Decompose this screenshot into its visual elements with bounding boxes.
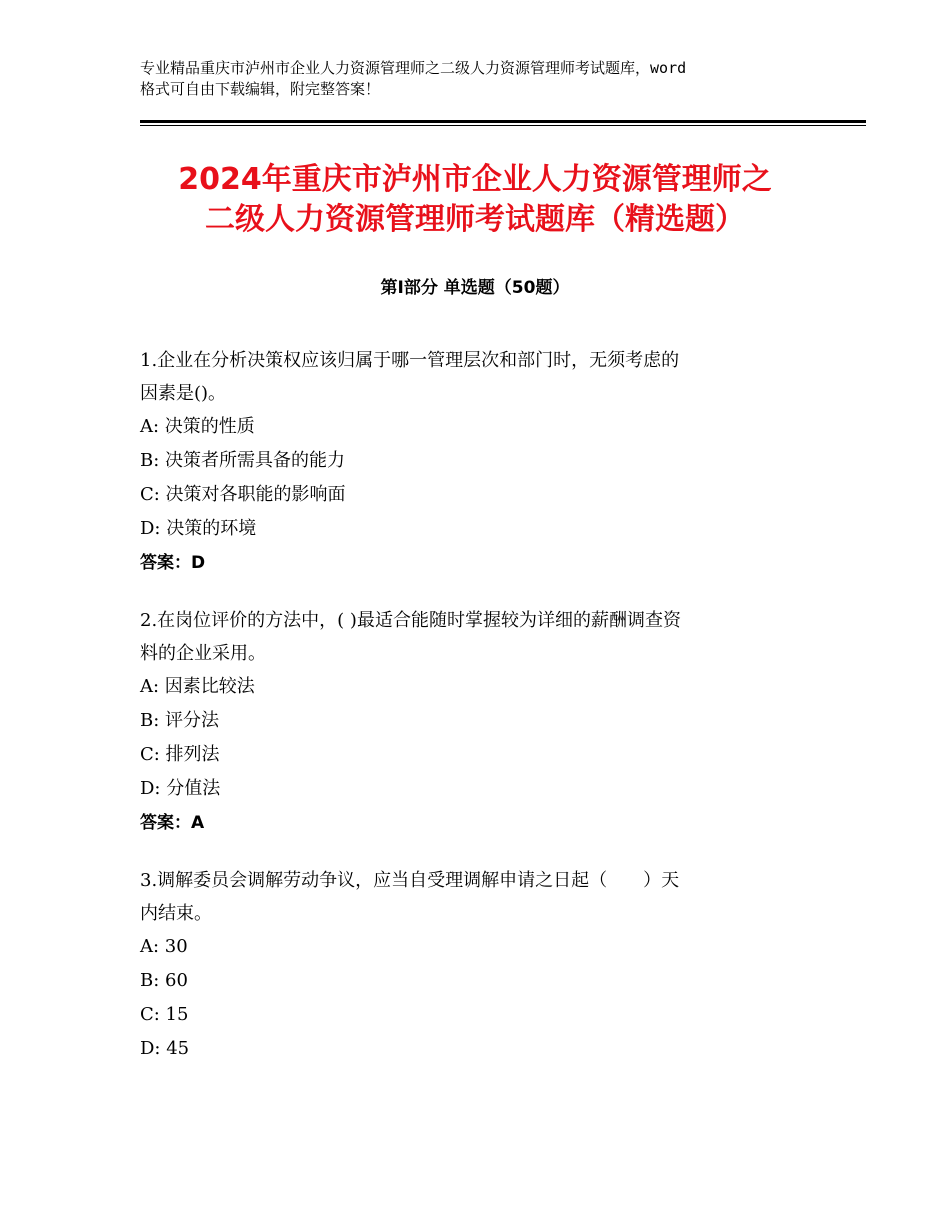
answer: 答案：D <box>140 553 206 573</box>
option-d: D: 分值法 <box>140 778 221 799</box>
document-title-line-1: 2024年重庆市泸州市企业人力资源管理师之 <box>178 162 772 197</box>
option-c: C: 15 <box>140 1004 189 1025</box>
question-2 <box>140 604 820 840</box>
question-list <box>140 344 820 1090</box>
question-stem-line: 因素是()。 <box>140 383 227 404</box>
option-a: A: 因素比较法 <box>140 676 255 697</box>
question-3 <box>140 864 820 1066</box>
option-b: B: 评分法 <box>140 710 220 731</box>
option-d: D: 45 <box>140 1038 190 1059</box>
option-b: B: 60 <box>140 970 188 991</box>
answer: 答案：A <box>140 813 205 833</box>
question-stem-line: 内结束。 <box>140 903 212 924</box>
option-d: D: 决策的环境 <box>140 518 257 539</box>
header-note-line-2: 格式可自由下载编辑，附完整答案！ <box>140 80 381 98</box>
question-stem-line: 料的企业采用。 <box>140 643 266 664</box>
header-rule-thin <box>140 125 866 126</box>
option-c: C: 决策对各职能的影响面 <box>140 484 346 505</box>
question-stem-line: 2.在岗位评价的方法中，( )最适合能随时掌握较为详细的薪酬调查资 <box>140 610 681 631</box>
question-stem-line: 1.企业在分析决策权应该归属于哪一管理层次和部门时，无须考虑的 <box>140 350 680 371</box>
question-1 <box>140 344 820 580</box>
document-title-line-2: 二级人力资源管理师考试题库（精选题） <box>205 202 745 237</box>
option-c: C: 排列法 <box>140 744 220 765</box>
option-a: A: 决策的性质 <box>140 416 255 437</box>
question-stem-line: 3.调解委员会调解劳动争议，应当自受理调解申请之日起（ ）天 <box>140 870 680 891</box>
header-note <box>140 58 840 100</box>
header-rule-thick <box>140 120 866 123</box>
document-title <box>120 160 830 240</box>
header-note-line-1: 专业精品重庆市泸州市企业人力资源管理师之二级人力资源管理师考试题库，word <box>140 59 687 77</box>
section-heading: 第Ⅰ部分 单选题（50题） <box>380 278 570 298</box>
option-a: A: 30 <box>140 936 188 957</box>
option-b: B: 决策者所需具备的能力 <box>140 450 346 471</box>
